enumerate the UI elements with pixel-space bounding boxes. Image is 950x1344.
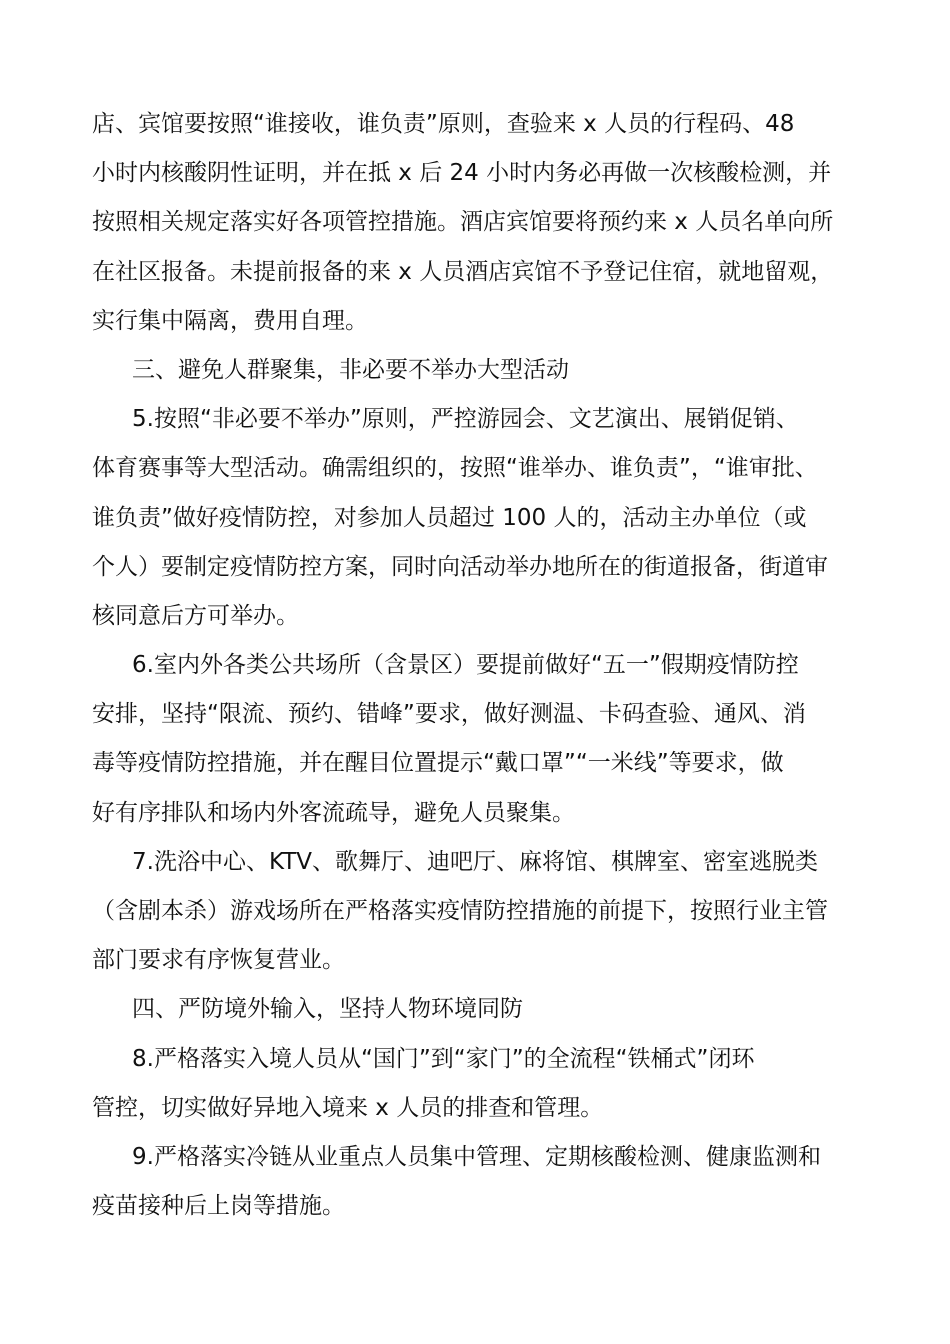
item-5-line-3: 谁负责”做好疫情防控，对参加人员超过 100 人的，活动主办单位（或 bbox=[92, 504, 807, 531]
item-7-line-3: 部门要求有序恢复营业。 bbox=[92, 947, 345, 974]
item-5-line-4: 个人）要制定疫情防控方案，同时向活动举办地所在的街道报备，街道审 bbox=[92, 553, 828, 580]
item-8-line-2: 管控，切实做好异地入境来 x 人员的排查和管理。 bbox=[92, 1094, 604, 1121]
section-heading-3: 三、避免人群聚集，非必要不举办大型活动 bbox=[132, 356, 569, 383]
text-line-4: 在社区报备。未提前报备的来 x 人员酒店宾馆不予登记住宿，就地留观， bbox=[92, 258, 834, 285]
text-line-1: 店、宾馆要按照“谁接收，谁负责”原则，查验来 x 人员的行程码、48 bbox=[92, 111, 795, 137]
item-9-line-1: 9.严格落实冷链从业重点人员集中管理、定期核酸检测、健康监测和 bbox=[132, 1143, 821, 1170]
item-5-line-5: 核同意后方可举办。 bbox=[92, 602, 299, 629]
item-6-line-3: 毒等疫情防控措施，并在醒目位置提示“戴口罩”“一米线”等要求，做 bbox=[92, 750, 784, 777]
text-line-3: 按照相关规定落实好各项管控措施。酒店宾馆要将预约来 x 人员名单向所 bbox=[92, 209, 834, 236]
item-6-line-1: 6.室内外各类公共场所（含景区）要提前做好“五一”假期疫情防控 bbox=[132, 652, 799, 679]
item-6-line-4: 好有序排队和场内外客流疏导，避免人员聚集。 bbox=[92, 799, 575, 826]
item-6-line-2: 安排，坚持“限流、预约、错峰”要求，做好测温、卡码查验、通风、消 bbox=[92, 701, 806, 728]
section-heading-4: 四、严防境外输入，坚持人物环境同防 bbox=[132, 996, 523, 1023]
item-5-line-2: 体育赛事等大型活动。确需组织的，按照“谁举办、谁负责”，“谁审批、 bbox=[92, 455, 818, 482]
item-5-line-1: 5.按照“非必要不举办”原则，严控游园会、文艺演出、展销促销、 bbox=[132, 406, 799, 433]
item-7-line-2: （含剧本杀）游戏场所在严格落实疫情防控措施的前提下，按照行业主管 bbox=[92, 898, 828, 924]
item-9-line-2: 疫苗接种后上岗等措施。 bbox=[92, 1193, 345, 1220]
document-body bbox=[92, 100, 872, 1231]
text-line-2: 小时内核酸阴性证明，并在抵 x 后 24 小时内务必再做一次核酸检测，并 bbox=[92, 160, 832, 187]
item-7-line-1: 7.洗浴中心、KTV、歌舞厅、迪吧厅、麻将馆、棋牌室、密室逃脱类 bbox=[132, 848, 819, 875]
text-line-5: 实行集中隔离，费用自理。 bbox=[92, 307, 368, 334]
item-8-line-1: 8.严格落实入境人员从“国门”到“家门”的全流程“铁桶式”闭环 bbox=[132, 1045, 755, 1072]
